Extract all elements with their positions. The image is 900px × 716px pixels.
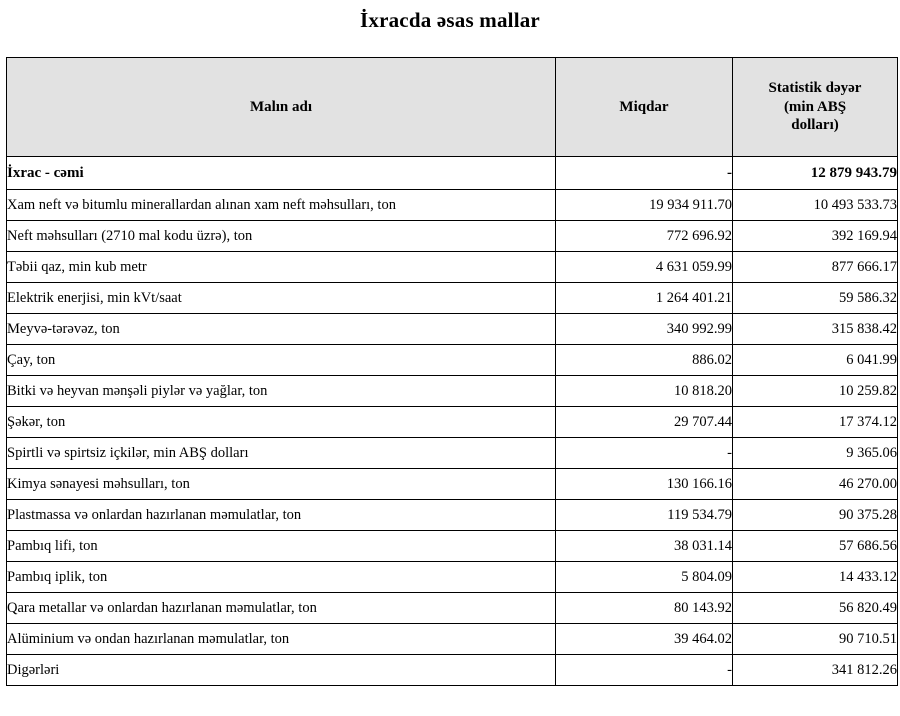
table-row: [7, 593, 898, 624]
cell-quantity: 38 031.14: [556, 531, 733, 562]
cell-statistical-value: 57 686.56: [733, 531, 898, 562]
cell-quantity: 119 534.79: [556, 500, 733, 531]
table-body: [7, 157, 898, 686]
cell-statistical-value: 9 365.06: [733, 438, 898, 469]
table-header-row: [7, 58, 898, 157]
cell-statistical-value: 315 838.42: [733, 314, 898, 345]
table-row: [7, 283, 898, 314]
table-row: [7, 376, 898, 407]
column-header-quantity: Miqdar: [556, 58, 733, 157]
cell-statistical-value: 10 493 533.73: [733, 190, 898, 221]
cell-goods-name: Kimya sənayesi məhsulları, ton: [7, 469, 556, 500]
cell-statistical-value: 10 259.82: [733, 376, 898, 407]
page-title: İxracda əsas mallar: [360, 8, 540, 32]
table-row: [7, 252, 898, 283]
cell-quantity: 1 264 401.21: [556, 283, 733, 314]
cell-goods-name: Digərləri: [7, 655, 556, 686]
cell-goods-name: Plastmassa və onlardan hazırlanan məmulatlar, ton: [7, 500, 556, 531]
cell-goods-name: Pambıq iplik, ton: [7, 562, 556, 593]
cell-statistical-value: 17 374.12: [733, 407, 898, 438]
cell-quantity: 886.02: [556, 345, 733, 376]
cell-goods-name: Xam neft və bitumlu minerallardan alınan xam neft məhsulları, ton: [7, 190, 556, 221]
cell-goods-name: Spirtli və spirtsiz içkilər, min ABŞ dolları: [7, 438, 556, 469]
cell-quantity: 340 992.99: [556, 314, 733, 345]
table-row: [7, 314, 898, 345]
column-header-goods-name: Malın adı: [7, 58, 556, 157]
cell-goods-name: Qara metallar və onlardan hazırlanan məmulatlar, ton: [7, 593, 556, 624]
column-header-value-line3: dolları): [791, 117, 839, 134]
column-header-value-line2: (min ABŞ: [783, 98, 847, 115]
export-goods-table: [6, 57, 898, 686]
cell-statistical-value: 6 041.99: [733, 345, 898, 376]
cell-statistical-value: 46 270.00: [733, 469, 898, 500]
table-header: [7, 58, 898, 157]
table-row: [7, 345, 898, 376]
document-page: [0, 8, 900, 716]
cell-quantity: 4 631 059.99: [556, 252, 733, 283]
cell-quantity: 19 934 911.70: [556, 190, 733, 221]
cell-statistical-value: 877 666.17: [733, 252, 898, 283]
cell-goods-name: Şəkər, ton: [7, 407, 556, 438]
cell-quantity: 130 166.16: [556, 469, 733, 500]
export-goods-table-container: [6, 57, 897, 686]
table-row: [7, 655, 898, 686]
cell-goods-name: Çay, ton: [7, 345, 556, 376]
table-row: [7, 438, 898, 469]
cell-quantity: 10 818.20: [556, 376, 733, 407]
cell-quantity: 80 143.92: [556, 593, 733, 624]
cell-quantity: -: [556, 438, 733, 469]
cell-goods-name: Meyvə-tərəvəz, ton: [7, 314, 556, 345]
column-header-value-line1: Statistik dəyər: [768, 79, 862, 96]
table-row: [7, 407, 898, 438]
table-row: [7, 531, 898, 562]
table-row: [7, 469, 898, 500]
cell-goods-name: Bitki və heyvan mənşəli piylər və yağlar, ton: [7, 376, 556, 407]
cell-quantity: 29 707.44: [556, 407, 733, 438]
cell-statistical-value: 14 433.12: [733, 562, 898, 593]
cell-statistical-value: 90 710.51: [733, 624, 898, 655]
cell-statistical-value: 90 375.28: [733, 500, 898, 531]
cell-statistical-value: 59 586.32: [733, 283, 898, 314]
cell-quantity: 5 804.09: [556, 562, 733, 593]
table-row: [7, 157, 898, 190]
cell-statistical-value: 392 169.94: [733, 221, 898, 252]
cell-quantity: -: [556, 655, 733, 686]
cell-goods-name: Alüminium və ondan hazırlanan məmulatlar, ton: [7, 624, 556, 655]
cell-goods-name: Pambıq lifi, ton: [7, 531, 556, 562]
cell-statistical-value: 56 820.49: [733, 593, 898, 624]
column-header-statistical-value: [733, 58, 898, 157]
table-row: [7, 624, 898, 655]
cell-quantity: 772 696.92: [556, 221, 733, 252]
cell-statistical-value: 341 812.26: [733, 655, 898, 686]
cell-goods-name: İxrac - cəmi: [7, 157, 556, 190]
cell-quantity: -: [556, 157, 733, 190]
table-row: [7, 500, 898, 531]
table-row: [7, 190, 898, 221]
table-row: [7, 221, 898, 252]
cell-goods-name: Neft məhsulları (2710 mal kodu üzrə), ton: [7, 221, 556, 252]
cell-goods-name: Təbii qaz, min kub metr: [7, 252, 556, 283]
cell-quantity: 39 464.02: [556, 624, 733, 655]
table-row: [7, 562, 898, 593]
cell-statistical-value: 12 879 943.79: [733, 157, 898, 190]
cell-goods-name: Elektrik enerjisi, min kVt/saat: [7, 283, 556, 314]
